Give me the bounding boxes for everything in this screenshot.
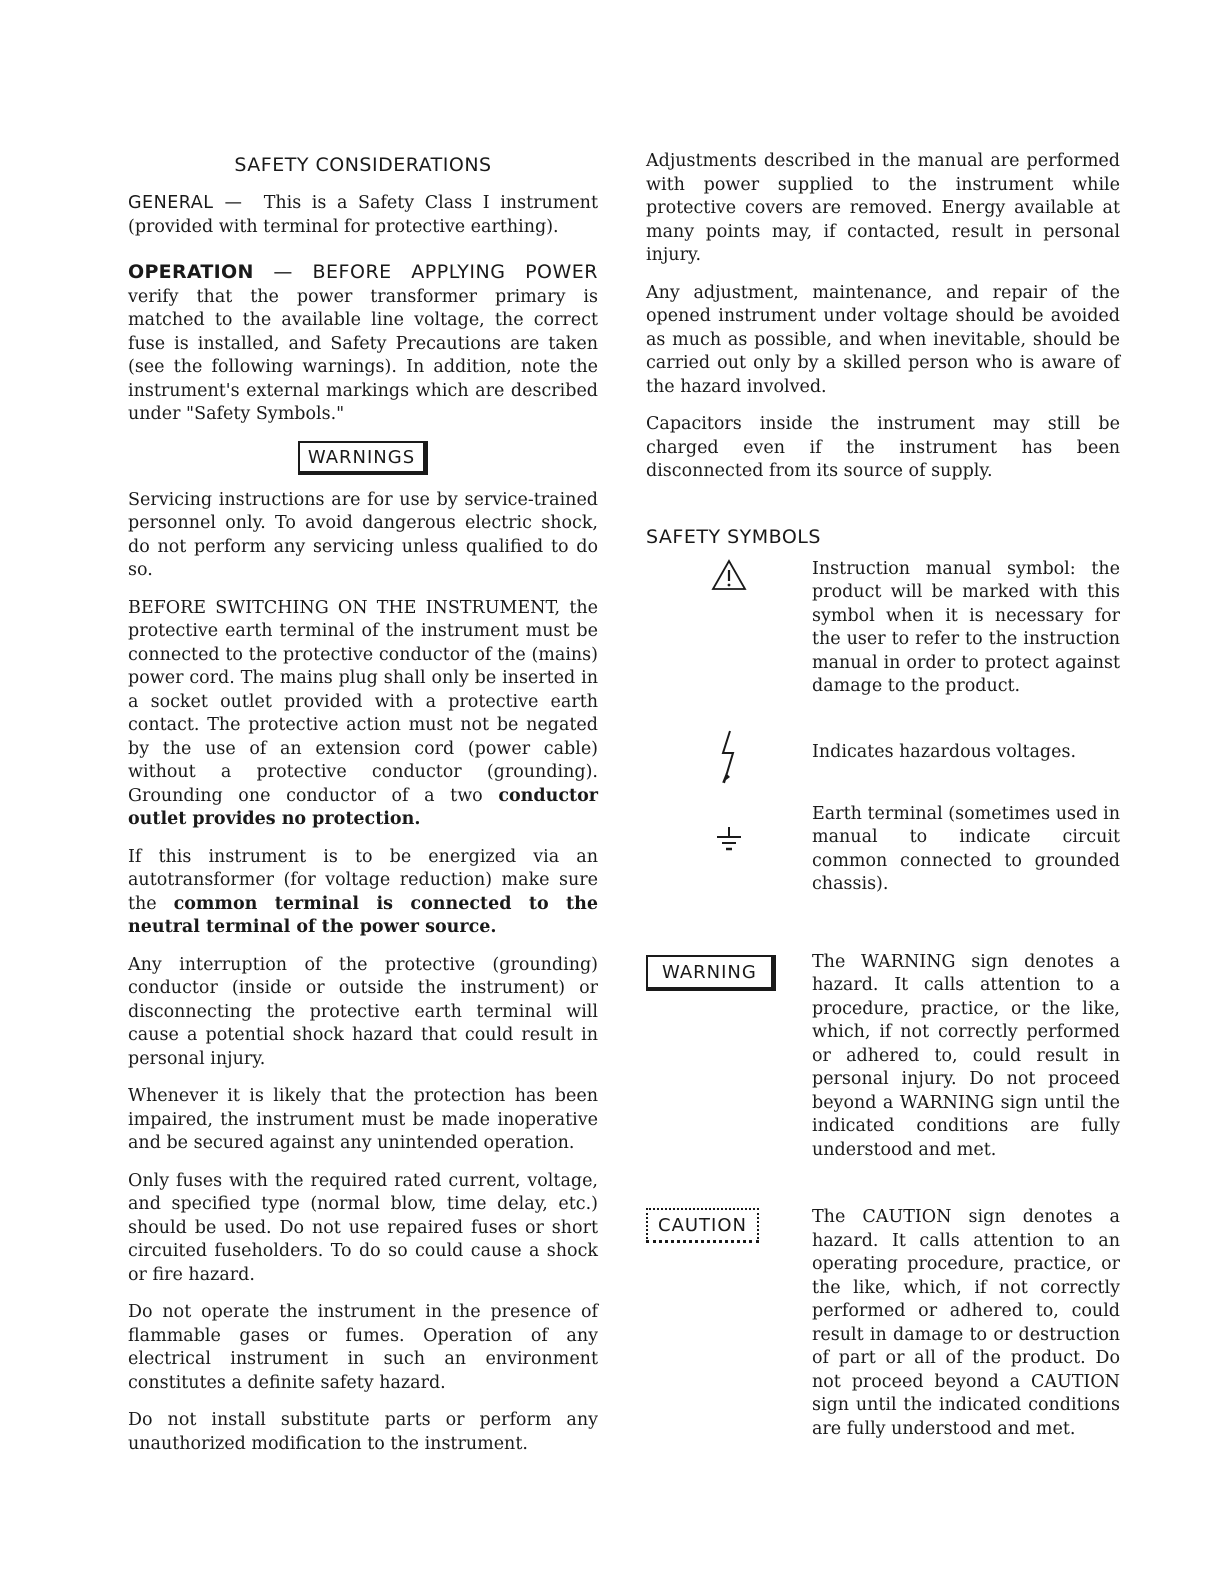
substitute-paragraph: Do not install substitute parts or perform any unauthorized modification to the instrument. (128, 1410, 598, 1454)
symbol-row-hazardous-voltage (646, 729, 1120, 785)
symbol-row-earth-terminal (646, 803, 1120, 897)
right-column (646, 150, 1120, 1455)
hazardous-voltage-icon (717, 729, 741, 785)
before-switching-bold: conductor outlet provides no protection. (128, 785, 598, 829)
operation-label: OPERATION (128, 261, 254, 283)
before-switching-text: the protective earth terminal of the instrument must be connected to the protective conductor of the (mains) power cord. The mains plug shall only be inserted in a socket outlet provided with a protective earth contact. The protective action must not be negated by the use of an extension cord (power cable) without a protective conductor (grounding). Grounding one conductor of a two (128, 597, 598, 806)
servicing-paragraph: Servicing instructions are for use by service-trained personnel only. To avoid dangerous electric shock, do not perform any servicing unless qualified to do so. (128, 489, 598, 580)
maintenance-paragraph: Any adjustment, maintenance, and repair of the opened instrument under voltage should be avoided as much as possible, and when inevitable, should be carried out only by a skilled person who is aware of the hazard involved. (646, 282, 1120, 397)
earth-terminal-icon (714, 825, 744, 855)
hazardous-voltage-text: Indicates hazardous voltages. (812, 741, 1077, 762)
safety-considerations-title: SAFETY CONSIDERATIONS (234, 154, 492, 176)
warning-sign: WARNING (646, 955, 776, 991)
capacitors-paragraph: Capacitors inside the instrument may still be charged even if the instrument has been disconnected from its source of supply. (646, 414, 1120, 481)
caution-text: The CAUTION sign denotes a hazard. It calls attention to an operating procedure, practice, or the like, which, if not correctly performed or adhered to, could result in damage to or destruction of part or all of the product. Do not proceed beyond a CAUTION sign until the indicated conditions are fully understood and met. (812, 1207, 1120, 1439)
interruption-paragraph: Any interruption of the protective (grounding) conductor (inside or outside the instrument) or disconnecting the protective earth terminal will cause a potential shock hazard that could result in personal injury. (128, 954, 598, 1069)
warning-text: The WARNING sign denotes a hazard. It calls attention to a procedure, practice, or the like, which, if not correctly performed or adhered to, could result in personal injury. Do not proceed beyond a WARNING sign until the indicated conditions are fully understood and met. (812, 951, 1120, 1160)
flammable-paragraph: Do not operate the instrument in the presence of flammable gases or fumes. Operation of any electrical instrument in such an environment constitutes a definite safety hazard. (128, 1302, 598, 1393)
safety-symbols-title: SAFETY SYMBOLS (646, 525, 821, 548)
autotransformer-paragraph (128, 846, 598, 940)
before-switching-label: BEFORE SWITCHING ON THE INSTRUMENT, (128, 597, 561, 618)
symbol-row-instruction-manual (646, 558, 1120, 699)
general-text: This is a Safety Class I instrument (provided with terminal for protective earthing). (128, 193, 598, 237)
warning-row (646, 951, 1120, 1163)
autotransformer-text: If this instrument is to be energized via an autotransformer (for voltage reduction) make sure the (128, 846, 598, 914)
impaired-paragraph: Whenever it is likely that the protection has been impaired, the instrument must be made inoperative and be secured against any unintended operation. (128, 1086, 598, 1153)
adjustments-paragraph: Adjustments described in the manual are performed with power supplied to the instrument while protective covers are removed. Energy available at many points may, if contacted, result in personal injury. (646, 151, 1120, 265)
instruction-manual-text: Instruction manual symbol: the product will be marked with this symbol when it is necessary for the user to refer to the instruction manual in order to protect against damage to the product. (812, 558, 1120, 696)
operation-paragraph (128, 261, 598, 427)
left-column (128, 150, 598, 1470)
general-label: GENERAL — (128, 193, 243, 213)
operation-heading-rest: — BEFORE APPLYING POWER (253, 261, 598, 283)
caution-row (646, 1206, 1120, 1441)
operation-text: verify that the power transformer primary is matched to the available line voltage, the correct fuse is installed, and Safety Precautions are taken (see the following warnings). In addition, note the instrument's external markings which are described under "Safety Symbols." (128, 286, 598, 424)
earth-terminal-text: Earth terminal (sometimes used in manual to indicate circuit common connected to grounded chassis). (812, 803, 1120, 894)
warnings-sign-wrap (128, 441, 598, 475)
instruction-manual-icon (711, 558, 747, 592)
fuses-paragraph: Only fuses with the required rated current, voltage, and specified type (normal blow, time delay, etc.) should be used. Do not use repaired fuses or short circuited fuseholders. To do so could cause a shock or fire hazard. (128, 1170, 598, 1285)
warnings-sign: WARNINGS (298, 441, 428, 475)
before-switching-paragraph (128, 597, 598, 832)
autotransformer-bold: common terminal is connected to the neutral terminal of the power source. (128, 893, 598, 937)
caution-sign: CAUTION (646, 1208, 759, 1243)
general-paragraph (128, 192, 598, 239)
